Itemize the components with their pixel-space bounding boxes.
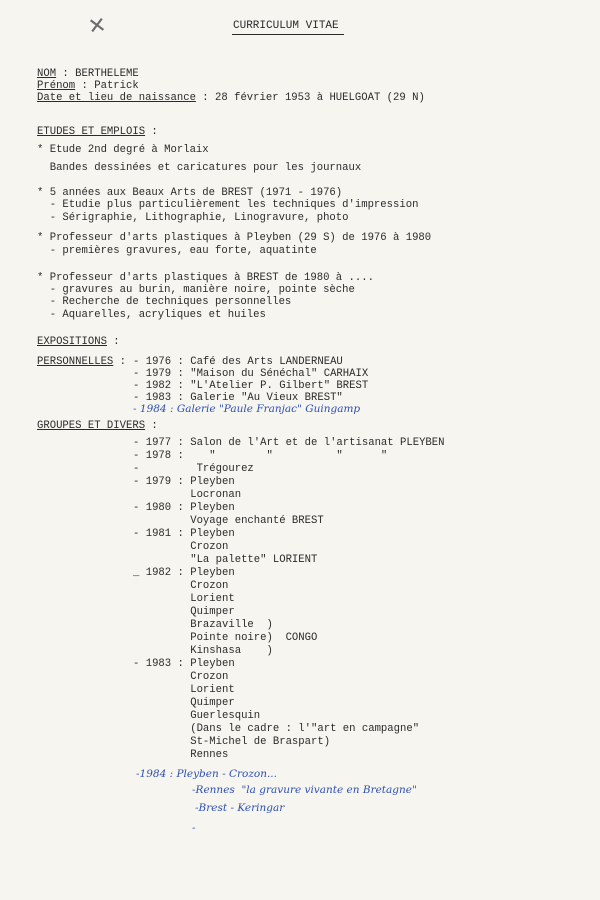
groupes-entry: Quimper: [133, 697, 235, 709]
groupes-entry: - 1981 : Pleyben: [133, 528, 235, 540]
nom-label: NOM: [37, 68, 57, 80]
groupes-entry: _ 1982 : Pleyben: [133, 567, 235, 579]
groupes-entry: - 1980 : Pleyben: [133, 502, 235, 514]
groupes-entry: Crozon: [133, 541, 229, 553]
groupes-entry: Kinshasa ): [133, 645, 273, 657]
groupes-entry: - 1977 : Salon de l'Art et de l'artisanat PLEYBEN: [133, 437, 445, 449]
nom-value: : BERTHELEME: [56, 68, 139, 80]
expositions-heading-text: EXPOSITIONS: [37, 336, 107, 348]
etudes-line: - Etudie plus particulièrement les techniques d'impression: [37, 199, 419, 211]
personnelles-entry: - 1983 : Galerie "Au Vieux BREST": [133, 392, 343, 404]
etudes-heading-text: ETUDES ET EMPLOIS: [37, 126, 146, 138]
groupes-entry: (Dans le cadre : l'"art en campagne": [133, 723, 420, 735]
prenom-line: [37, 80, 139, 92]
birth-label: Date et lieu de naissance: [37, 92, 196, 104]
groupes-entry: Crozon: [133, 580, 229, 592]
title-underline: [232, 34, 344, 35]
pencil-x-mark: ✕: [86, 12, 109, 41]
groupes-entry: Lorient: [133, 684, 235, 696]
groupes-handwritten-entry: -Brest - Keringar: [195, 802, 285, 814]
etudes-heading-colon: :: [145, 126, 158, 138]
groupes-entry: Pointe noire) CONGO: [133, 632, 318, 644]
groupes-entry: Voyage enchanté BREST: [133, 515, 324, 527]
etudes-line: - premières gravures, eau forte, aquatinte: [37, 245, 317, 257]
personnelles-colon: :: [113, 356, 127, 368]
groupes-entry: Lorient: [133, 593, 235, 605]
groupes-entry: - 1983 : Pleyben: [133, 658, 235, 670]
groupes-label-line: [37, 420, 158, 432]
etudes-line: * Professeur d'arts plastiques à BREST de 1980 à ....: [37, 272, 374, 284]
etudes-line: - Aquarelles, acryliques et huiles: [37, 309, 266, 321]
etudes-heading: [37, 126, 158, 138]
etudes-line: * Etude 2nd degré à Morlaix: [37, 144, 209, 156]
etudes-line: - Sérigraphie, Lithographie, Linogravure, photo: [37, 212, 349, 224]
groupes-entry: - Trégourez: [133, 463, 254, 475]
groupes-entry: Rennes: [133, 749, 229, 761]
birth-value: : 28 février 1953 à HUELGOAT (29 N): [195, 92, 425, 104]
groupes-entry: - 1978 : " " " ": [133, 450, 388, 462]
groupes-entry: Locronan: [133, 489, 242, 501]
groupes-handwritten-entry: -Rennes "la gravure vivante en Bretagne": [192, 784, 417, 796]
nom-line: [37, 68, 139, 80]
groupes-entry: St-Michel de Braspart): [133, 736, 331, 748]
groupes-label: GROUPES ET DIVERS: [37, 420, 146, 432]
etudes-line: Bandes dessinées et caricatures pour les journaux: [37, 162, 362, 174]
prenom-value: : Patrick: [75, 80, 139, 92]
personnelles-entry: - 1979 : "Maison du Sénéchal" CARHAIX: [133, 368, 369, 380]
groupes-entry: Brazaville ): [133, 619, 273, 631]
personnelles-label-line: [37, 356, 126, 368]
personnelles-entry: - 1982 : "L'Atelier P. Gilbert" BREST: [133, 380, 369, 392]
expositions-heading-colon: :: [106, 336, 120, 348]
etudes-line: - Recherche de techniques personnelles: [37, 296, 292, 308]
document-title: CURRICULUM VITAE: [233, 20, 339, 32]
personnelles-handwritten-entry: - 1984 : Galerie "Paule Franjac" Guingamp: [133, 403, 361, 415]
groupes-entry: Quimper: [133, 606, 235, 618]
groupes-entry: Guerlesquin: [133, 710, 261, 722]
personnelles-label: PERSONNELLES: [37, 356, 114, 368]
groupes-entry: "La palette" LORIENT: [133, 554, 318, 566]
etudes-line: * 5 années aux Beaux Arts de BREST (1971 - 1976): [37, 187, 343, 199]
groupes-entry: - 1979 : Pleyben: [133, 476, 235, 488]
groupes-handwritten-entry: -: [192, 822, 196, 834]
expositions-heading: [37, 336, 120, 348]
groupes-handwritten-entry: -1984 : Pleyben - Crozon...: [136, 768, 277, 780]
birth-line: [37, 92, 425, 104]
groupes-entry: Crozon: [133, 671, 229, 683]
prenom-label: Prénom: [37, 80, 76, 92]
etudes-line: - gravures au burin, manière noire, pointe sèche: [37, 284, 355, 296]
personnelles-entry: - 1976 : Café des Arts LANDERNEAU: [133, 356, 343, 368]
groupes-colon: :: [145, 420, 158, 432]
etudes-line: * Professeur d'arts plastiques à Pleyben (29 S) de 1976 à 1980: [37, 232, 432, 244]
